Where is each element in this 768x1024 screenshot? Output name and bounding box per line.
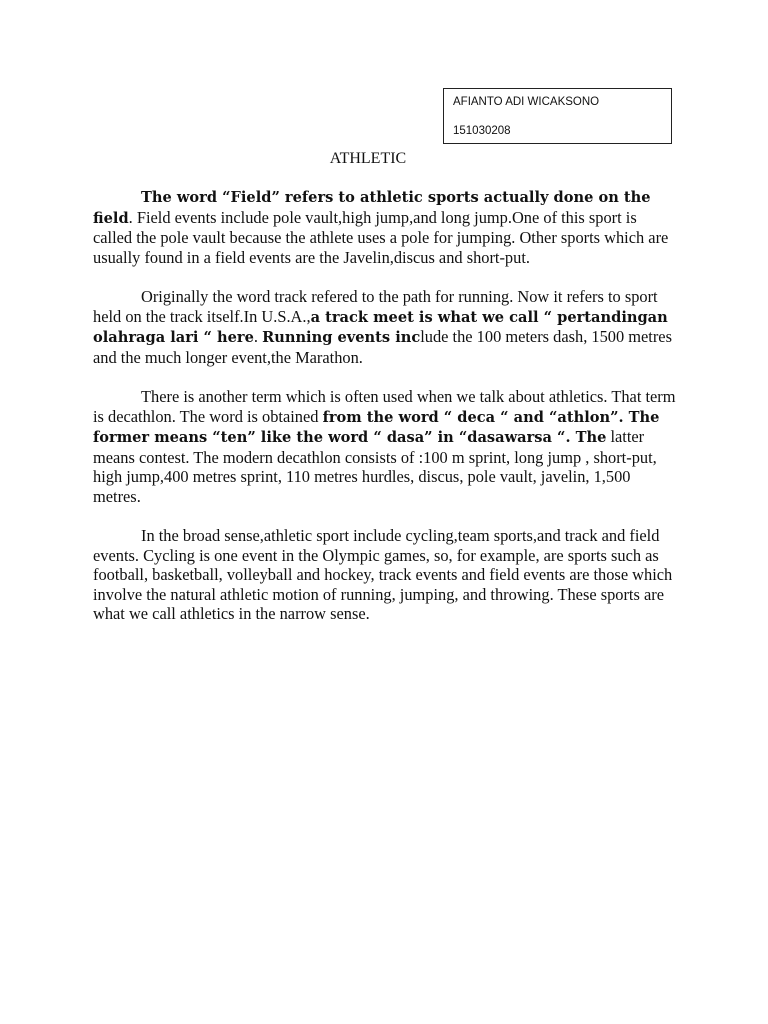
paragraph-2 [93, 287, 678, 367]
document-title: ATHLETIC [329, 150, 407, 167]
student-id: 151030208 [453, 125, 511, 137]
paragraph-2-segment-3: . [253, 327, 263, 347]
paragraph-2-segment-2: a track meet is what we call “ pertandingan olahraga lari “ here [93, 308, 668, 347]
author-name: AFIANTO ADI WICAKSONO [453, 96, 600, 108]
paragraph-3-segment-3: latter means contest. The modern decathlon consists of :100 m sprint, long jump , short-put, high jump,400 metres sprint, 110 metres hurdles, discus, pole vault, javelin, 1,500 metres. [93, 427, 657, 506]
paragraph-3-segment-2: from the word “ deca “ and “athlon”. The former means “ten” like the word “ dasa” in “dasawarsa “. The [93, 408, 660, 447]
paragraph-3-segment-1: There is another term which is often used when we talk about athletics. That term is decathlon. The word is obtained [93, 386, 676, 426]
document-body [93, 187, 678, 644]
paragraph-3 [93, 387, 678, 507]
paragraph-4 [93, 526, 678, 624]
paragraph-2-segment-5: lude the 100 meters dash, 1500 metres and the much longer event,the Marathon. [93, 327, 672, 367]
paragraph-1-segment-2: . Field events include pole vault,high jump,and long jump.One of this sport is called the pole vault because the athlete uses a pole for jumping. Other sports which are usually found in a field events are the Javelin,discus and short-put. [93, 207, 669, 267]
paragraph-1 [93, 187, 678, 267]
paragraph-2-segment-4: Running events inc [262, 329, 421, 347]
paragraph-2-segment-1: Originally the word track refered to the path for running. Now it refers to sport held on the track itself.In U.S.A., [93, 286, 658, 326]
paragraph-4-segment-1: In the broad sense,athletic sport include cycling,team sports,and track and field events. Cycling is one event in the Olympic games, so, for example, are sports such as football, basketball, volleyball and hockey, track events and field events are those which involve the natural athletic motion of running, jumping, and throwing. These sports are what we call athletics in the narrow sense. [93, 526, 673, 624]
paragraph-1-segment-1: The word “Field” refers to athletic sports actually done on the field [93, 189, 651, 227]
author-info-box [443, 88, 672, 144]
